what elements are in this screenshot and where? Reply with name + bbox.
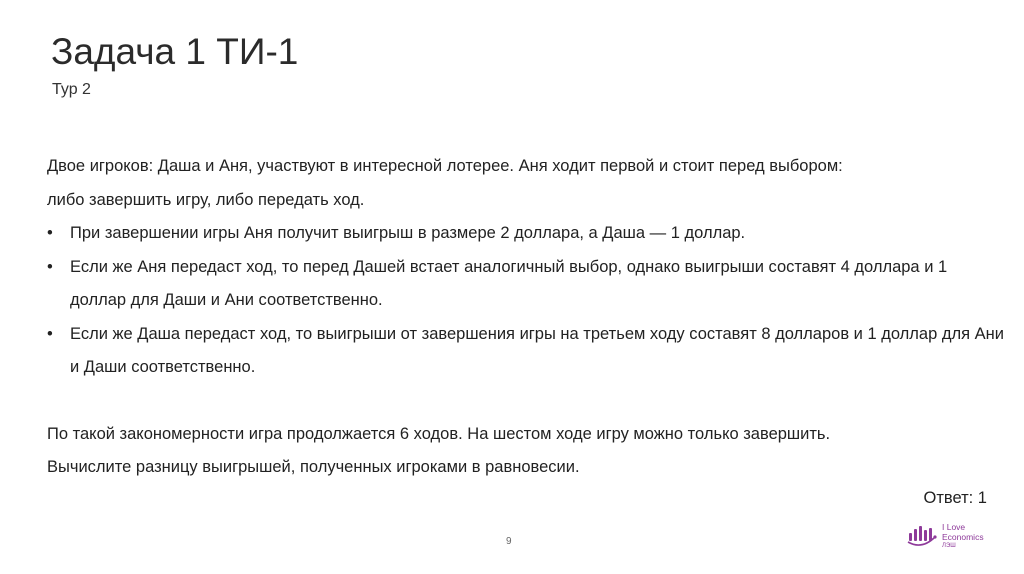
bullet-text: При завершении игры Аня получит выигрыш в размере 2 доллара, а Даша — 1 доллар.: [70, 224, 746, 242]
answer-text: Ответ: 1: [923, 489, 987, 507]
outro-text-line-2: Вычислите разницу выигрышей, полученных игроками в равновесии.: [47, 458, 580, 476]
outro-text-line-1: По такой закономерности игра продолжается 6 ходов. На шестом ходе игру можно только завершить.: [47, 424, 831, 443]
paragraph-spacer: [47, 385, 1007, 418]
brand-logo: [906, 522, 996, 552]
intro-text-line-2: либо завершить игру, либо передать ход.: [47, 190, 365, 209]
bullet-list: [47, 217, 1007, 385]
logo-line-2: Economics: [942, 531, 984, 542]
bullet-item: [47, 217, 1007, 251]
bullet-text: Если же Даша передаст ход, то выигрыши от завершения игры на третьем ходу составят 8 долларов и 1 доллар для Ани и Даши соответственно.: [70, 324, 1004, 376]
bullet-item: [47, 318, 1007, 385]
intro-text-line-1: Двое игроков: Даша и Аня, участвуют в интересной лотерее. Аня ходит первой и стоит перед выбором:: [47, 157, 843, 175]
logo-text: [942, 523, 984, 550]
bullet-text: Если же Аня передаст ход, то перед Дашей встает аналогичный выбор, однако выигрыши составят 4 доллара и 1 доллар для Даши и Ани соответственно.: [70, 257, 948, 309]
bullet-marker: •: [47, 324, 53, 343]
bullet-marker: •: [47, 257, 53, 276]
logo-line-3: ЛЭШ: [942, 543, 956, 549]
logo-line-1: I Love: [942, 522, 966, 532]
bullet-item: [47, 251, 1007, 318]
slide-subtitle: Тур 2: [52, 81, 91, 98]
bullet-marker: •: [47, 224, 53, 242]
slide-body: [47, 150, 1007, 485]
page-number: 9: [506, 536, 512, 547]
bar-chart-heart-logo-icon: [906, 523, 938, 549]
slide-title: Задача 1 ТИ-1: [51, 31, 299, 72]
